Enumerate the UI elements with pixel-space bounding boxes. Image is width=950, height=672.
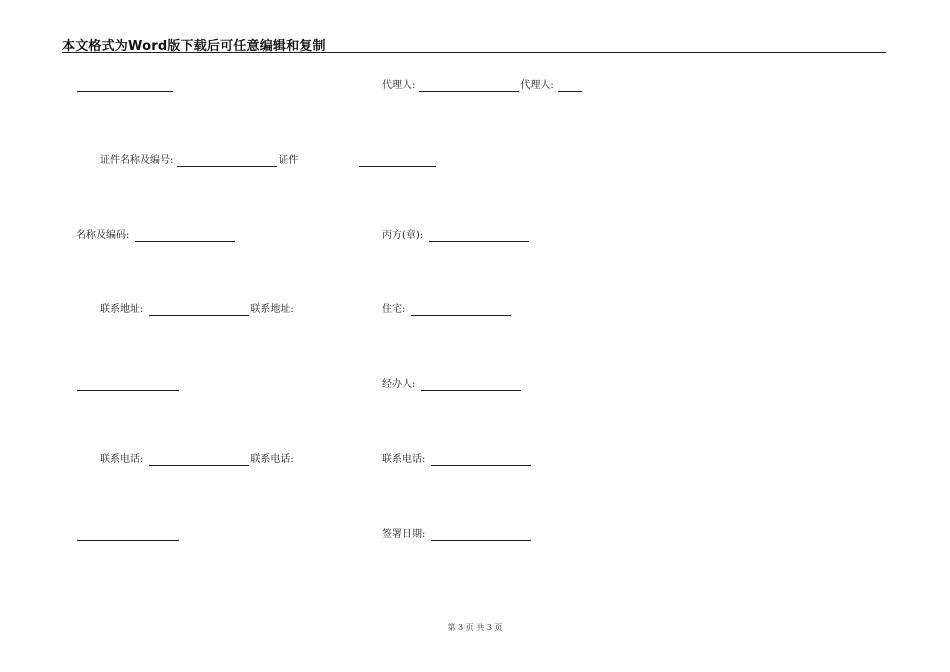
- contact-phone-right-field-row: [382, 454, 532, 466]
- handler-label: 经办人:: [382, 379, 416, 390]
- cert-label: 证件名称及编号:: [100, 155, 174, 166]
- contact-phone-label-right: 联系电话:: [382, 454, 426, 465]
- fill-blank[interactable]: [77, 379, 179, 391]
- blank-line-row2-right[interactable]: [358, 155, 437, 167]
- contact-phone-blank[interactable]: [149, 454, 249, 466]
- fill-blank[interactable]: [359, 155, 436, 167]
- agent-label-second: 代理人:: [520, 80, 554, 91]
- name-code-blank[interactable]: [135, 230, 235, 242]
- agent-blank-second[interactable]: [558, 80, 582, 92]
- cert-blank[interactable]: [177, 155, 277, 167]
- contact-address-blank[interactable]: [149, 304, 249, 316]
- blank-line-row5-left[interactable]: [76, 379, 180, 391]
- blank-line-row7-left[interactable]: [76, 529, 180, 541]
- agent-field-row: [382, 80, 583, 92]
- residence-field-row: [382, 304, 512, 316]
- sign-date-blank[interactable]: [431, 529, 531, 541]
- contact-address-label-second: 联系地址:: [250, 304, 294, 315]
- residence-label: 住宅:: [382, 304, 406, 315]
- name-code-field-row: [76, 230, 236, 242]
- contact-phone-label: 联系电话:: [100, 454, 144, 465]
- agent-blank[interactable]: [419, 80, 519, 92]
- party-c-field-row: [382, 230, 530, 242]
- contact-phone-blank-right[interactable]: [431, 454, 531, 466]
- cert-label-second: 证件: [278, 155, 299, 166]
- contact-phone-label-second: 联系电话:: [250, 454, 294, 465]
- fill-blank[interactable]: [77, 80, 173, 92]
- fill-blank[interactable]: [77, 529, 179, 541]
- residence-blank[interactable]: [411, 304, 511, 316]
- sign-date-field-row: [382, 529, 532, 541]
- party-c-blank[interactable]: [429, 230, 529, 242]
- header-divider: [62, 52, 886, 53]
- contact-phone-field-row: [100, 454, 294, 466]
- sign-date-label: 签署日期:: [382, 529, 426, 540]
- cert-field-row: [100, 155, 298, 167]
- page-number: 第 3 页 共 3 页: [447, 623, 503, 632]
- handler-blank[interactable]: [421, 379, 521, 391]
- handler-field-row: [382, 379, 522, 391]
- contact-address-label: 联系地址:: [100, 304, 144, 315]
- contact-address-field-row: [100, 304, 294, 316]
- name-code-label: 名称及编码:: [76, 230, 130, 241]
- agent-label: 代理人:: [382, 80, 416, 91]
- blank-line-row1-left[interactable]: [76, 80, 174, 92]
- party-c-label: 丙方(章):: [382, 230, 424, 241]
- document-header-title: 本文格式为Word版下载后可任意编辑和复制: [62, 39, 326, 54]
